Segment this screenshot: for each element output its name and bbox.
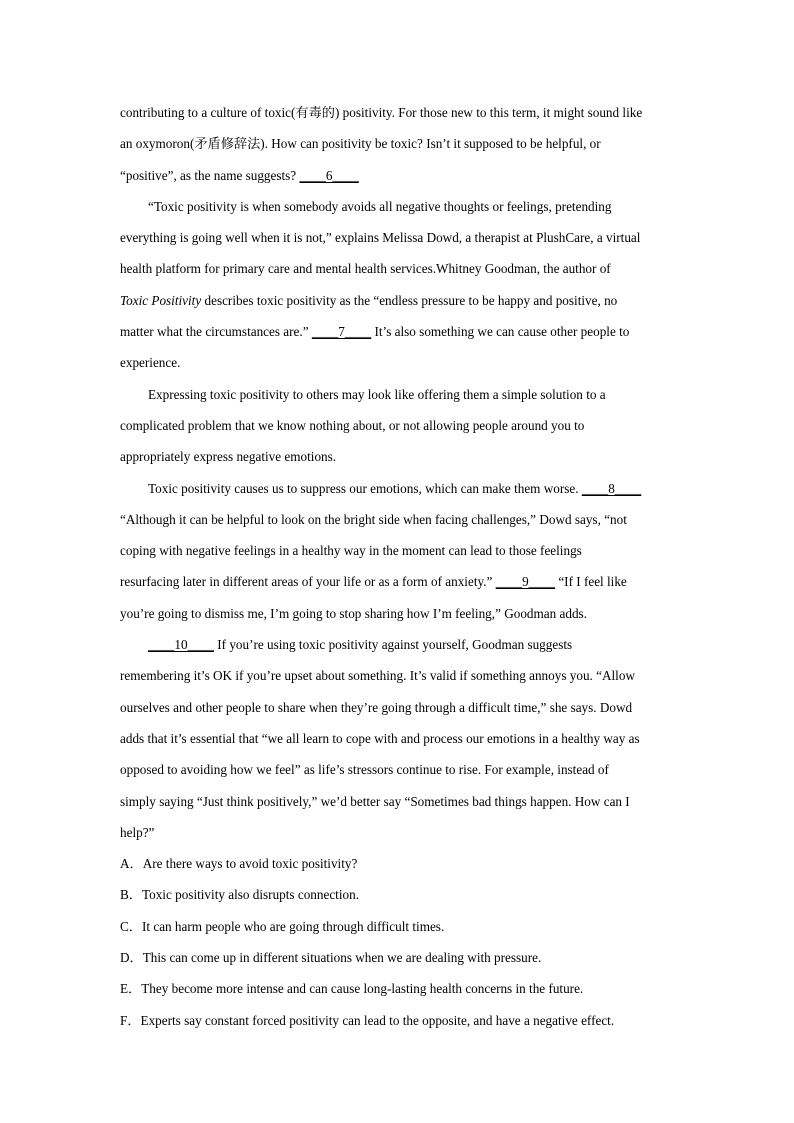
paragraph-2-text: It’s also something we can cause other people to xyxy=(371,324,630,340)
paragraph-4-text: resurfacing later in different areas of your life or as a form of anxiety.” xyxy=(120,574,496,590)
paragraph-3-line-2: complicated problem that we know nothing about, or not allowing people around you to xyxy=(120,417,585,433)
option-b: B．Toxic positivity also disrupts connection. xyxy=(120,887,359,903)
paragraph-2-line-5 xyxy=(120,316,676,347)
blank-8: ____8____ xyxy=(581,480,642,496)
blank-9: ____9____ xyxy=(495,574,556,590)
paragraph-1-line-1: contributing to a culture of toxic(有毒的) positivity. For those new to this term, it might sound like xyxy=(120,105,643,120)
document-page xyxy=(120,97,676,1036)
paragraph-1-line-3 xyxy=(120,160,676,191)
paragraph-5-line-2: remembering it’s OK if you’re upset about something. It’s valid if something annoys you. “Allow xyxy=(120,668,635,684)
paragraph-2-text: matter what the circumstances are.” xyxy=(120,324,312,340)
blank-10: ____10____ xyxy=(148,637,214,653)
option-a: A．Are there ways to avoid toxic positivity? xyxy=(120,856,358,872)
paragraph-2-line-6: experience. xyxy=(120,355,181,371)
book-title: Toxic Positivity xyxy=(120,292,202,308)
paragraph-2-line-3: health platform for primary care and mental health services.Whitney Goodman, the author of xyxy=(120,261,611,277)
paragraph-4-line-4 xyxy=(120,566,676,597)
paragraph-5-line-6: simply saying “Just think positively,” we’d better say “Sometimes bad things happen. How can I xyxy=(120,793,630,809)
paragraph-5-line-7: help?” xyxy=(120,824,155,840)
paragraph-4-line-3: coping with negative feelings in a healthy way in the moment can lead to those feelings xyxy=(120,543,582,559)
paragraph-2-line-2: everything is going well when it is not,” explains Melissa Dowd, a therapist at PlushCare, a virtual xyxy=(120,230,641,246)
paragraph-5-text: If you’re using toxic positivity against yourself, Goodman suggests xyxy=(213,637,573,653)
option-d: D．This can come up in different situations when we are dealing with pressure. xyxy=(120,950,542,966)
paragraph-2-line-1: “Toxic positivity is when somebody avoids all negative thoughts or feelings, pretending xyxy=(148,198,612,214)
paragraph-2-line-4 xyxy=(120,285,676,316)
paragraph-4-line-2: “Although it can be helpful to look on the bright side when facing challenges,” Dowd says, “not xyxy=(120,511,627,527)
paragraph-2-text: describes toxic positivity as the “endless pressure to be happy and positive, no xyxy=(201,292,618,308)
option-c: C．It can harm people who are going through difficult times. xyxy=(120,918,445,934)
paragraph-1-line-2: an oxymoron(矛盾修辞法). How can positivity be toxic? Isn’t it supposed to be helpful, or xyxy=(120,136,601,152)
paragraph-3-line-1: Expressing toxic positivity to others may look like offering them a simple solution to a xyxy=(148,386,606,402)
option-e: E．They become more intense and can cause long-lasting health concerns in the future. xyxy=(120,981,584,997)
blank-7: ____7____ xyxy=(311,324,372,340)
blank-6: ____6____ xyxy=(299,167,359,183)
paragraph-4-text: “If I feel like xyxy=(555,574,627,590)
paragraph-1-text: “positive”, as the name suggests? xyxy=(120,167,300,183)
paragraph-4-line-5: you’re going to dismiss me, I’m going to stop sharing how I’m feeling,” Goodman adds. xyxy=(120,605,587,621)
option-f: F．Experts say constant forced positivity can lead to the opposite, and have a negative effect. xyxy=(120,1012,615,1028)
paragraph-4-line-1 xyxy=(120,473,676,504)
paragraph-5-line-1 xyxy=(120,629,676,660)
paragraph-5-line-5: opposed to avoiding how we feel” as life’s stressors continue to rise. For example, instead of xyxy=(120,762,609,778)
paragraph-5-line-4: adds that it’s essential that “we all learn to cope with and process our emotions in a healthy way as xyxy=(120,730,640,746)
paragraph-4-text: Toxic positivity causes us to suppress our emotions, which can make them worse. xyxy=(148,480,582,496)
paragraph-5-line-3: ourselves and other people to share when they’re going through a difficult time,” she says. Dowd xyxy=(120,699,633,715)
paragraph-3-line-3: appropriately express negative emotions. xyxy=(120,449,337,465)
